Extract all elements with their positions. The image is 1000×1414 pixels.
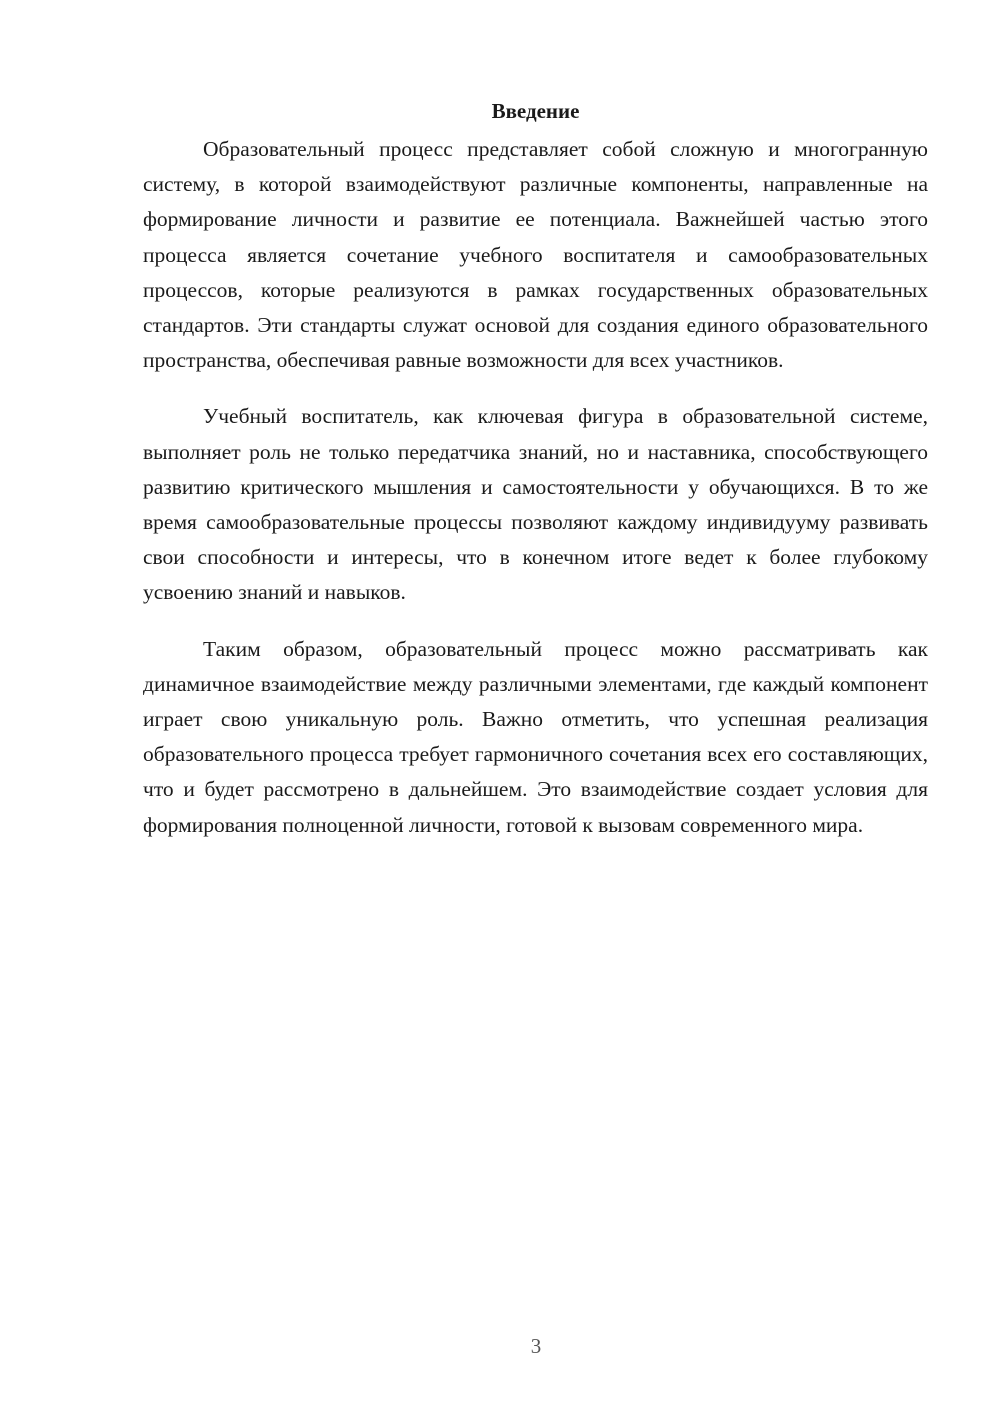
section-heading: Введение [491,99,580,123]
page-number: 3 [530,1334,542,1358]
paragraph-1: Образовательный процесс представляет собой сложную и многогранную систему, в которой взаимодействуют различные компоненты, направленные на формирование личности и развитие ее потенциала. Важнейшей частью этого процесса является сочетание учебного воспитателя и самообразовательных процессов, которые реализуются в рамках государственных образовательных стандартов. Эти стандарты служат основой для создания единого образовательного пространства, обеспечивая равные возможности для всех участников. [143,137,928,373]
page-body [143,96,928,843]
paragraph-3: Таким образом, образовательный процесс можно рассматривать как динамичное взаимодействие между различными элементами, где каждый компонент играет свою уникальную роль. Важно отметить, что успешная реализация образовательного процесса требует гармоничного сочетания всех его составляющих, что и будет рассмотрено в дальнейшем. Это взаимодействие создает условия для формирования полноценной личности, готовой к вызовам современного мира. [143,636,928,837]
paragraph-2: Учебный воспитатель, как ключевая фигура в образовательной системе, выполняет роль не только передатчика знаний, но и наставника, способствующего развитию критического мышления и самостоятельности у обучающихся. В то же время самообразовательные процессы позволяют каждому индивидууму развивать свои способности и интересы, что в конечном итоге ведет к более глубокому усвоению знаний и навыков. [143,404,928,605]
